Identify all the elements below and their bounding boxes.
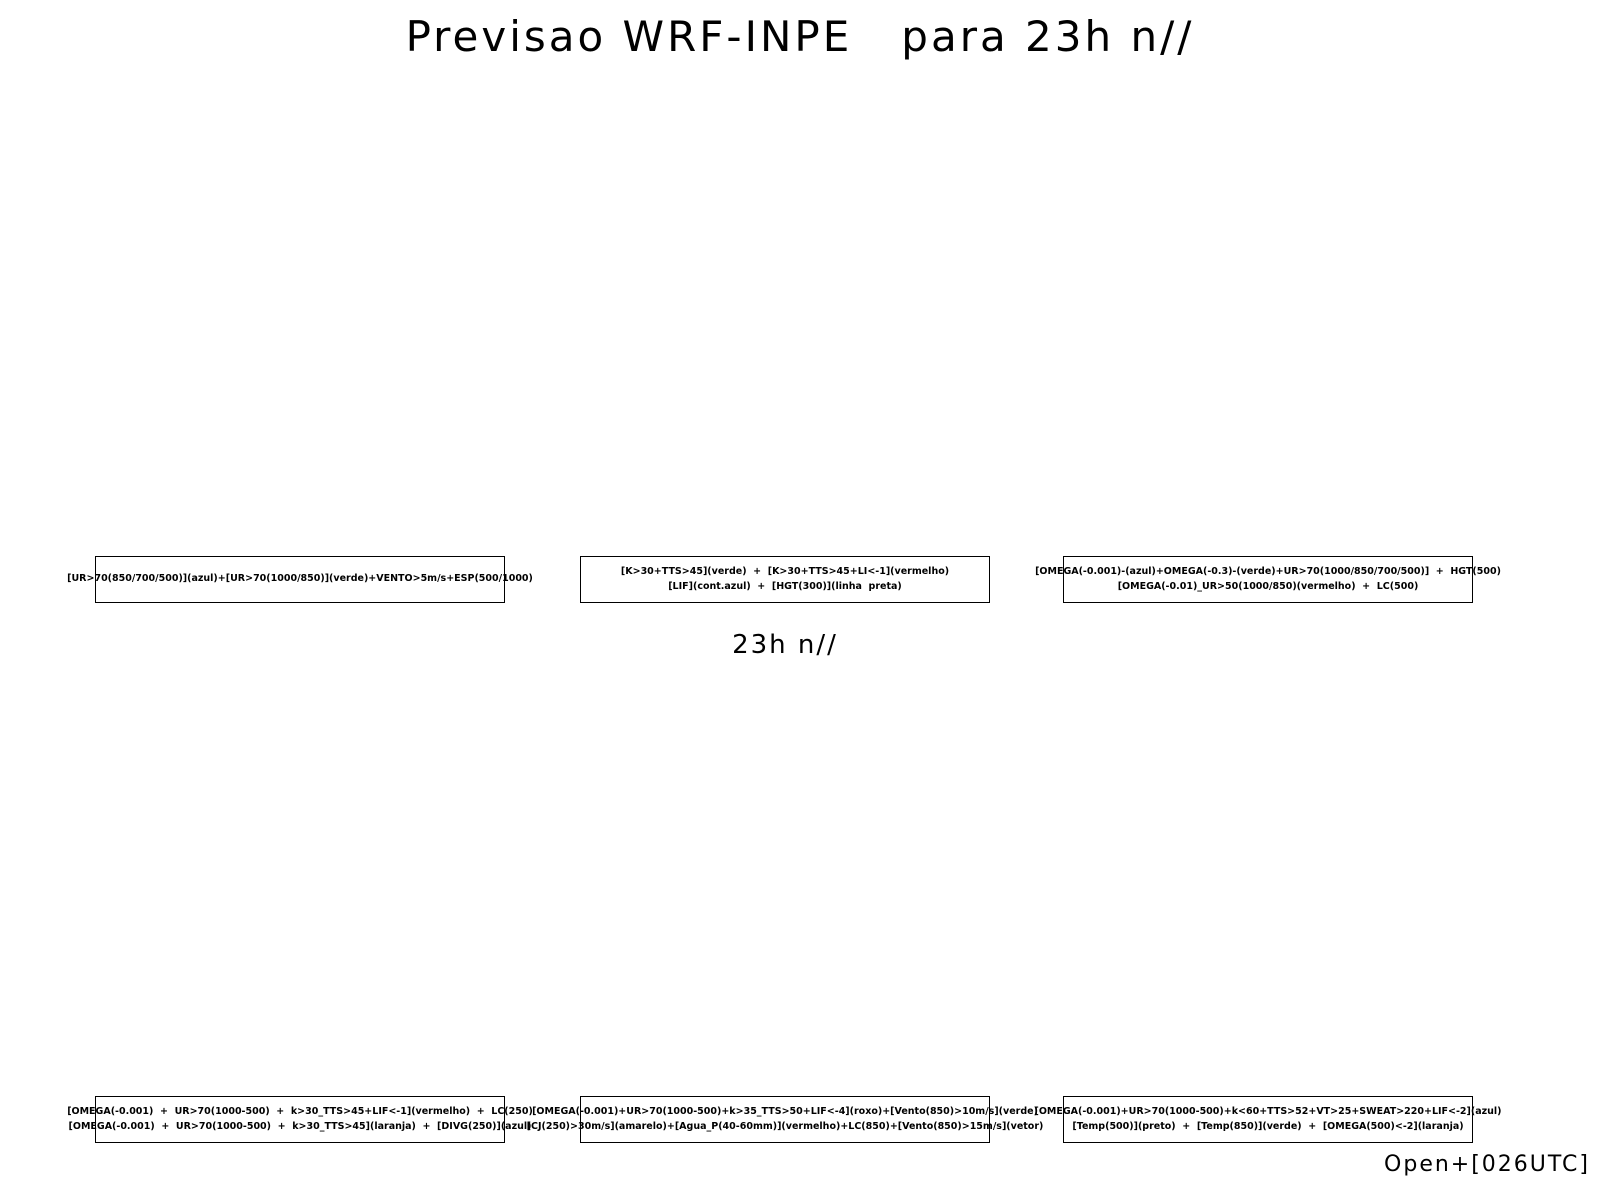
legend-line: [OMEGA(-0.001) + UR>70(1000-500) + k>30_TTS>45](laranja) + [DIVG(250)](azul) [68, 1120, 532, 1132]
legend-box-top-center [580, 556, 990, 603]
legend-line: [OMEGA(-0.001)+UR>70(1000-500)+k<60+TTS>52+VT>25+SWEAT>220+LIF<-2](azul) [1034, 1105, 1502, 1117]
legend-line: [OMEGA(-0.01)_UR>50(1000/850)(vermelho) + LC(500) [1117, 580, 1419, 592]
legend-line: [LIF](cont.azul) + [HGT(300)](linha preta) [668, 580, 902, 592]
legend-box-bottom-right [1034, 1096, 1502, 1143]
legend-line: [OMEGA(-0.001) + UR>70(1000-500) + k>30_TTS>45+LIF<-1](vermelho) + LC(250) [67, 1105, 533, 1117]
legend-line: [OMEGA(-0.001)-(azul)+OMEGA(-0.3)-(verde)+UR>70(1000/850/700/500)] + HGT(500) [1035, 565, 1501, 577]
run-time-stamp: Open+[026UTC] [1384, 1152, 1590, 1177]
page-title: Previsao WRF-INPE para 23h n// [405, 12, 1195, 61]
legend-box-top-left [67, 556, 533, 603]
middle-caption: 23h n// [732, 630, 838, 660]
legend-box-bottom-center [526, 1096, 1044, 1143]
legend-box-bottom-left [67, 1096, 533, 1143]
legend-line: [K>30+TTS>45](verde) + [K>30+TTS>45+LI<-1](vermelho) [620, 565, 950, 577]
legend-line: [UR>70(850/700/500)](azul)+[UR>70(1000/850)](verde)+VENTO>5m/s+ESP(500/1000) [67, 573, 533, 585]
legend-line: [Temp(500)](preto) + [Temp(850)](verde) + [OMEGA(500)<-2](laranja) [1072, 1120, 1464, 1132]
legend-box-top-right [1035, 556, 1501, 603]
legend-line: [CJ(250)>30m/s](amarelo)+[Agua_P(40-60mm)](vermelho)+LC(850)+[Vento(850)>15m/s](vetor) [526, 1120, 1044, 1132]
legend-line: [OMEGA(-0.001)+UR>70(1000-500)+k>35_TTS>50+LIF<-4](roxo)+[Vento(850)>10m/s](verde) [532, 1105, 1038, 1117]
